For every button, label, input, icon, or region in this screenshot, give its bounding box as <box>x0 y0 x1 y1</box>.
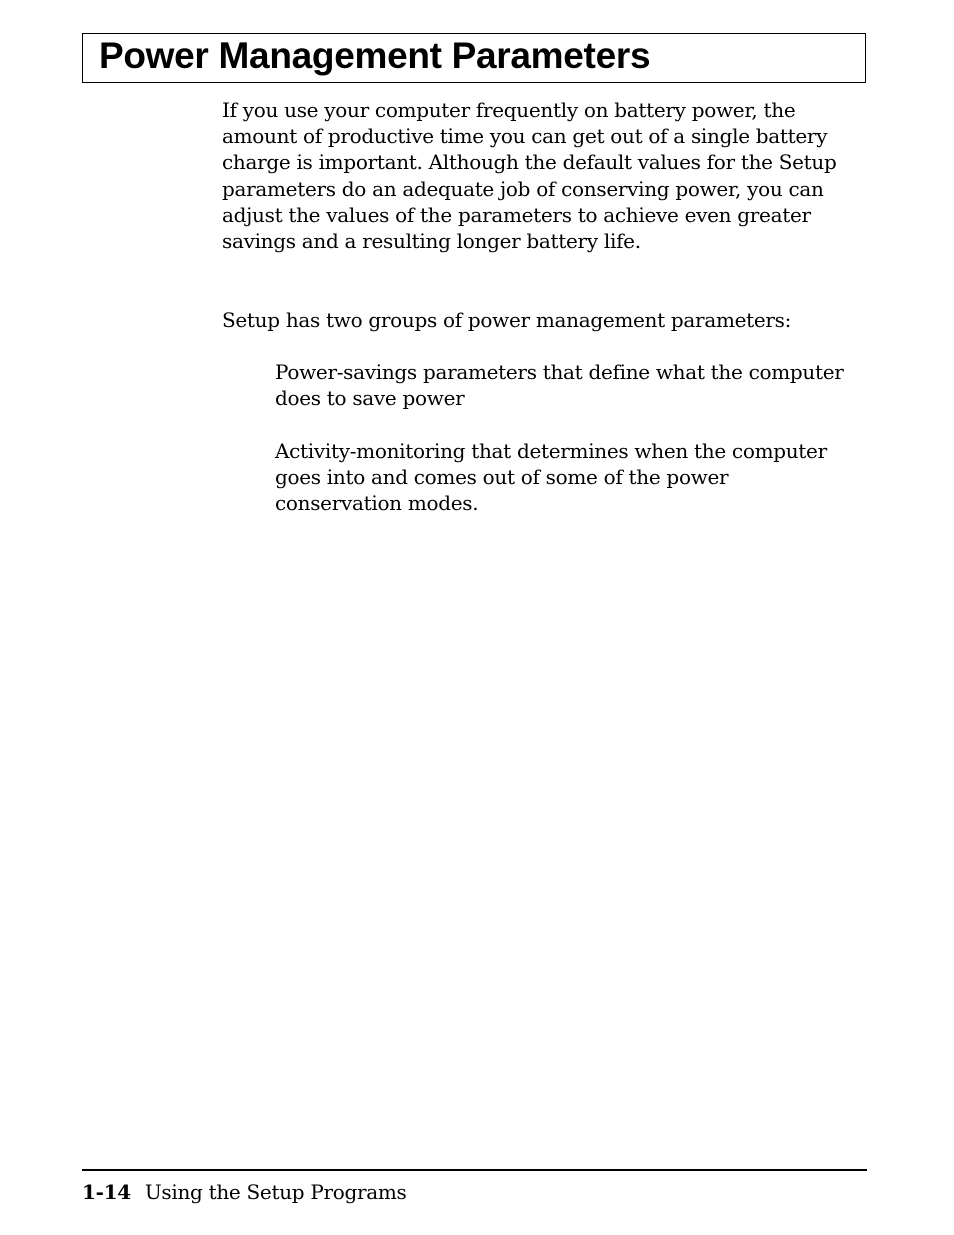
groups-paragraph: Setup has two groups of power management parameters: <box>222 308 792 332</box>
footer-page-number: 1-14 <box>82 1180 131 1204</box>
section-heading: Power Management Parameters <box>99 35 651 76</box>
footer-divider <box>82 1169 867 1171</box>
section-heading-box <box>82 33 866 83</box>
list-item-power-savings: Power-savings parameters that define what the computer does to save power <box>275 360 844 411</box>
intro-paragraph: If you use your computer frequently on battery power, the amount of productive time you can get out of a single battery charge is important. Although the default values for the Setup parameters do an adequate job of conserving power, you can adjust the values of the parameters to achieve even greater savings and a resulting longer battery life. <box>222 98 837 254</box>
page-footer <box>82 1179 407 1206</box>
list-item-activity-monitoring: Activity-monitoring that determines when the computer goes into and comes out of some of the power conservation modes. <box>275 439 827 516</box>
footer-section-title: Using the Setup Programs <box>144 1180 407 1204</box>
